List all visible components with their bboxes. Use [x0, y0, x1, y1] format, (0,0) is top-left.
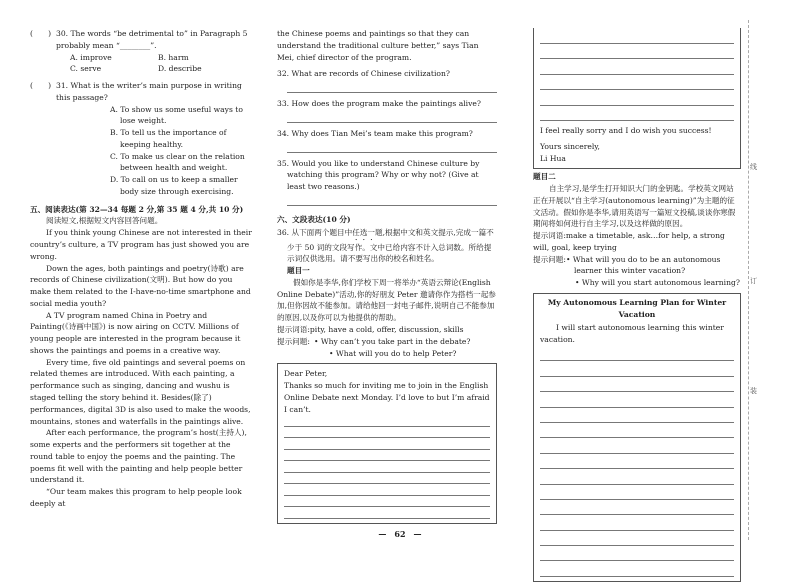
writing-line[interactable]	[540, 438, 734, 453]
topic-2-title: 题目二	[533, 172, 556, 182]
answer-line-34[interactable]	[287, 140, 497, 153]
options-30	[70, 52, 252, 76]
question-stem: 31. What is the writer’s main purpose in writing this passage?	[56, 81, 242, 102]
writing-line[interactable]	[540, 546, 734, 561]
section-6-title: 六、文段表达(10 分)	[277, 214, 351, 224]
writing-line[interactable]	[284, 496, 490, 508]
plan-title: My Autonomous Learning Plan for Winter Vacation	[547, 297, 727, 319]
option-b[interactable]: B. To tell us the importance of keeping healthy.	[110, 128, 227, 149]
letter-opening: Thanks so much for inviting me to join in the English Online Debate next Monday. I’d love to but I’m afraid I can’t.	[284, 381, 490, 414]
topic-1-hint-label: 提示问题: • Why can’t you take part in the debate?	[277, 336, 471, 346]
binding-mark: 线	[750, 163, 757, 171]
option-c[interactable]: C. To make us clear on the relation between health and weight.	[110, 151, 245, 173]
writing-line[interactable]	[284, 427, 490, 439]
passage-paragraph-5: After each performance, the program’s host(主持人), some experts and the performers sit together at the round table to enjoy the poems and the painting. The poems fit well with the painting and help people better understand it.	[30, 428, 247, 485]
writing-line[interactable]	[284, 438, 490, 450]
writing-line[interactable]	[540, 44, 734, 60]
writing-line[interactable]	[540, 90, 734, 106]
question-stem: 30. The words “be detrimental to” in Paragraph 5 probably mean “________”.	[56, 29, 248, 50]
writing-line[interactable]	[540, 377, 734, 392]
writing-line[interactable]	[284, 507, 490, 519]
question-31	[30, 80, 252, 104]
writing-line[interactable]	[540, 454, 734, 469]
option-a[interactable]: A. To show us some useful ways to lose weight.	[110, 104, 243, 126]
letter-greeting: Dear Peter,	[284, 369, 328, 379]
topic-1-writing-box[interactable]	[277, 363, 497, 524]
option-a[interactable]: A. improve	[70, 52, 112, 62]
writing-line[interactable]	[540, 500, 734, 515]
letter-sign-off: Yours sincerely,	[540, 141, 600, 151]
writing-line[interactable]	[284, 461, 490, 473]
question-34: 34. Why does Tian Mei’s team make this program?	[277, 128, 473, 138]
writing-line[interactable]	[540, 561, 734, 576]
question-35: 35. Would you like to understand Chinese culture by watching this program? Why or why not? (Give at least two reasons.)	[277, 158, 480, 192]
answer-line-35[interactable]	[287, 193, 497, 206]
option-b[interactable]: B. harm	[158, 52, 189, 62]
writing-line[interactable]	[540, 28, 734, 44]
option-d[interactable]: D. To call on us to keep a smaller body size through exercising.	[110, 175, 238, 196]
writing-line[interactable]	[284, 450, 490, 462]
letter-signature: Li Hua	[540, 153, 566, 163]
topic-1-hint-question-2: • What will you do to help Peter?	[329, 348, 457, 358]
writing-line[interactable]	[540, 106, 734, 122]
topic-1-writing-box-continued[interactable]	[533, 28, 741, 169]
topic-2-hint-questions: 提示问题: • What will you do to be an autonomous learner this winter vacation?	[533, 254, 721, 276]
writing-line[interactable]	[284, 484, 490, 496]
right-column	[533, 28, 741, 582]
writing-line[interactable]	[540, 361, 734, 376]
question-32: 32. What are records of Chinese civilization?	[277, 69, 450, 79]
question-36: 36. 从下面两个题目中任选一题,根据中文和英文提示,完成一篇不少于 50 词的文段写作。文中已给内容不计入总词数。所给提示词仅供选用。请不要写出你的校名和姓名。	[277, 227, 494, 264]
topic-2-hint-words: 提示词语:make a timetable, ask…for help, a strong will, goal, keep trying	[533, 231, 725, 252]
option-d[interactable]: D. describe	[158, 64, 202, 74]
left-column	[30, 28, 252, 510]
letter-closing-line: I feel really sorry and I do wish you success!	[540, 126, 712, 135]
topic-2-hint-question-2: • Why will you start autonomous learning?	[575, 278, 740, 288]
options-31	[70, 104, 252, 198]
answer-line-33[interactable]	[287, 110, 497, 123]
passage-paragraph-1: If you think young Chinese are not interested in their country’s culture, a TV program has just showed you are wrong.	[30, 228, 252, 261]
topic-1-prompt: 假如你是李华,你们学校下周一将举办“英语云辩论(English Online Debate)”活动,你的好朋友 Peter 邀请你作为搭档一起参加,但你因故不能参加。请给他回一封电子邮件,说明自己不能参加的原因,以及你可以为他提供的帮助。	[277, 277, 496, 323]
question-33: 33. How does the program make the paintings alive?	[277, 99, 481, 109]
passage-paragraph-2: Down the ages, both paintings and poetry(诗歌) are records of Chinese civilization(文明). But how do you make them related to the I-have-no-time smartphone and social media youth?	[30, 263, 251, 308]
page-number: — 62 —	[378, 529, 422, 539]
writing-line[interactable]	[540, 346, 734, 361]
writing-line[interactable]	[284, 415, 490, 427]
section-5-instructions: 阅读短文,根据短文内容回答问题。	[46, 216, 163, 226]
answer-bracket[interactable]: ( )	[30, 81, 52, 91]
writing-line[interactable]	[540, 423, 734, 438]
answer-line-32[interactable]	[287, 80, 497, 93]
middle-column	[277, 28, 497, 524]
writing-line[interactable]	[540, 408, 734, 423]
writing-line[interactable]	[540, 485, 734, 500]
passage-paragraph-3: A TV program named China in Poetry and Painting(《诗画中国》) is now airing on CCTV. Millions of young people are interested in the program because it shows the paintings and poems in a creative way.	[30, 310, 241, 355]
binding-line	[748, 20, 749, 540]
writing-line[interactable]	[540, 59, 734, 75]
topic-1-title: 题目一	[287, 266, 310, 276]
question-30	[30, 28, 252, 52]
answer-bracket[interactable]: ( )	[30, 29, 52, 38]
writing-line[interactable]	[284, 473, 490, 485]
passage-paragraph-4: Every time, five old paintings and several poems on related themes are introduced. With each painting, a performance such as singing, dancing and wushu is staged telling the story behind it. Besides(除了) performances, digital 3D is also used to make the woods, mountains, stones and waterfalls in the paintings alive.	[30, 357, 251, 426]
plan-opening: I will start autonomous learning this winter vacation.	[540, 323, 724, 345]
writing-line[interactable]	[540, 392, 734, 407]
passage-paragraph-6: “Our team makes this program to help people look deeply at	[30, 487, 242, 508]
topic-2-prompt: 自主学习,是学生打开知识大门的金钥匙。学校英文网站正在开展以“自主学习(autonomous learning)”为主题的征文活动。假如你是李华,请用英语写一篇短文投稿,谈谈你寒假期间将如何进行自主学习,以及这样做的原因。	[533, 184, 736, 229]
binding-mark: 装	[750, 387, 757, 395]
writing-line[interactable]	[540, 75, 734, 91]
binding-mark: 订	[750, 277, 757, 285]
passage-paragraph-continued: the Chinese poems and paintings so that they can understand the traditional culture better,” says Tian Mei, chief director of the program.	[277, 29, 479, 62]
section-5-title: 五、阅读表达(第 32—34 每题 2 分,第 35 题 4 分,共 10 分)	[30, 204, 244, 214]
writing-line[interactable]	[540, 469, 734, 484]
topic-1-hint-words: 提示词语:pity, have a cold, offer, discussion, skills	[277, 325, 464, 335]
option-c[interactable]: C. serve	[70, 64, 102, 74]
